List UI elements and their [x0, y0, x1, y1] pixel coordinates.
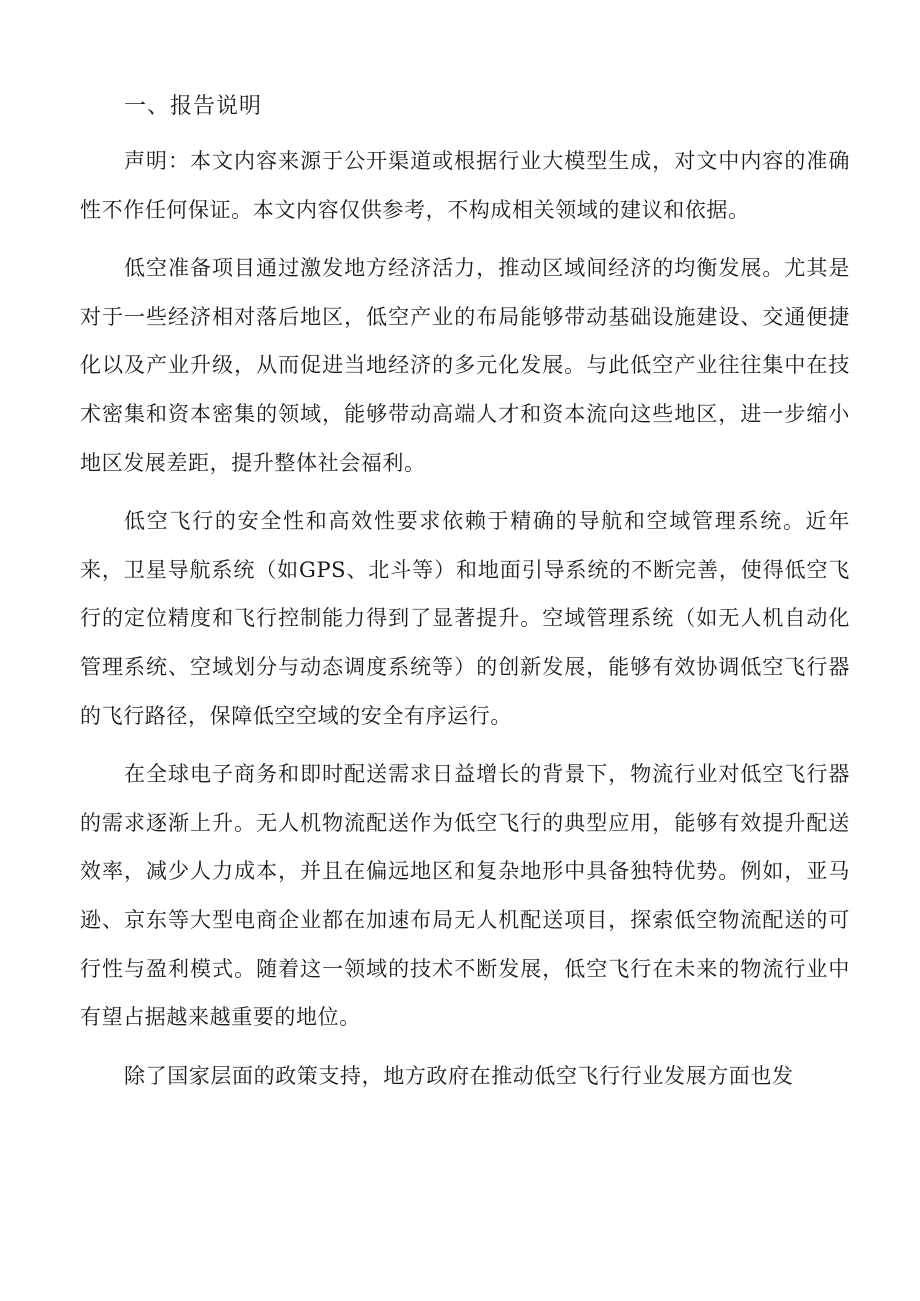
- document-body: [80, 85, 850, 1100]
- body-paragraph: 低空准备项目通过激发地方经济活力，推动区域间经济的均衡发展。尤其是对于一些经济相对落后地区，低空产业的布局能够带动基础设施建设、交通便捷化以及产业升级，从而促进当地经济的多元化发展。与此低空产业往往集中在技术密集和资本密集的领域，能够带动高端人才和资本流向这些地区，进一步缩小地区发展差距，提升整体社会福利。: [80, 256, 850, 475]
- body-paragraph: 除了国家层面的政策支持，地方政府在推动低空飞行行业发展方面也发: [124, 1063, 794, 1088]
- body-paragraph: 低空飞行的安全性和高效性要求依赖于精确的导航和空域管理系统。近年来，卫星导航系统（如GPS、北斗等）和地面引导系统的不断完善，使得低空飞行的定位精度和飞行控制能力得到了显著提升。空域管理系统（如无人机自动化管理系统、空域划分与动态调度系统等）的创新发展，能够有效协调低空飞行器的飞行路径，保障低空空域的安全有序运行。: [80, 509, 850, 728]
- section-heading: 一、报告说明: [124, 94, 263, 119]
- body-paragraph: 在全球电子商务和即时配送需求日益增长的背景下，物流行业对低空飞行器的需求逐渐上升。无人机物流配送作为低空飞行的典型应用，能够有效提升配送效率，减少人力成本，并且在偏远地区和复杂地形中具备独特优势。例如，亚马逊、京东等大型电商企业都在加速布局无人机配送项目，探索低空物流配送的可行性与盈利模式。随着这一领域的技术不断发展，低空飞行在未来的物流行业中有望占据越来越重要的地位。: [80, 762, 850, 1030]
- disclaimer-paragraph: 声明：本文内容来源于公开渠道或根据行业大模型生成，对文中内容的准确性不作任何保证。本文内容仅供参考，不构成相关领域的建议和依据。: [80, 149, 850, 222]
